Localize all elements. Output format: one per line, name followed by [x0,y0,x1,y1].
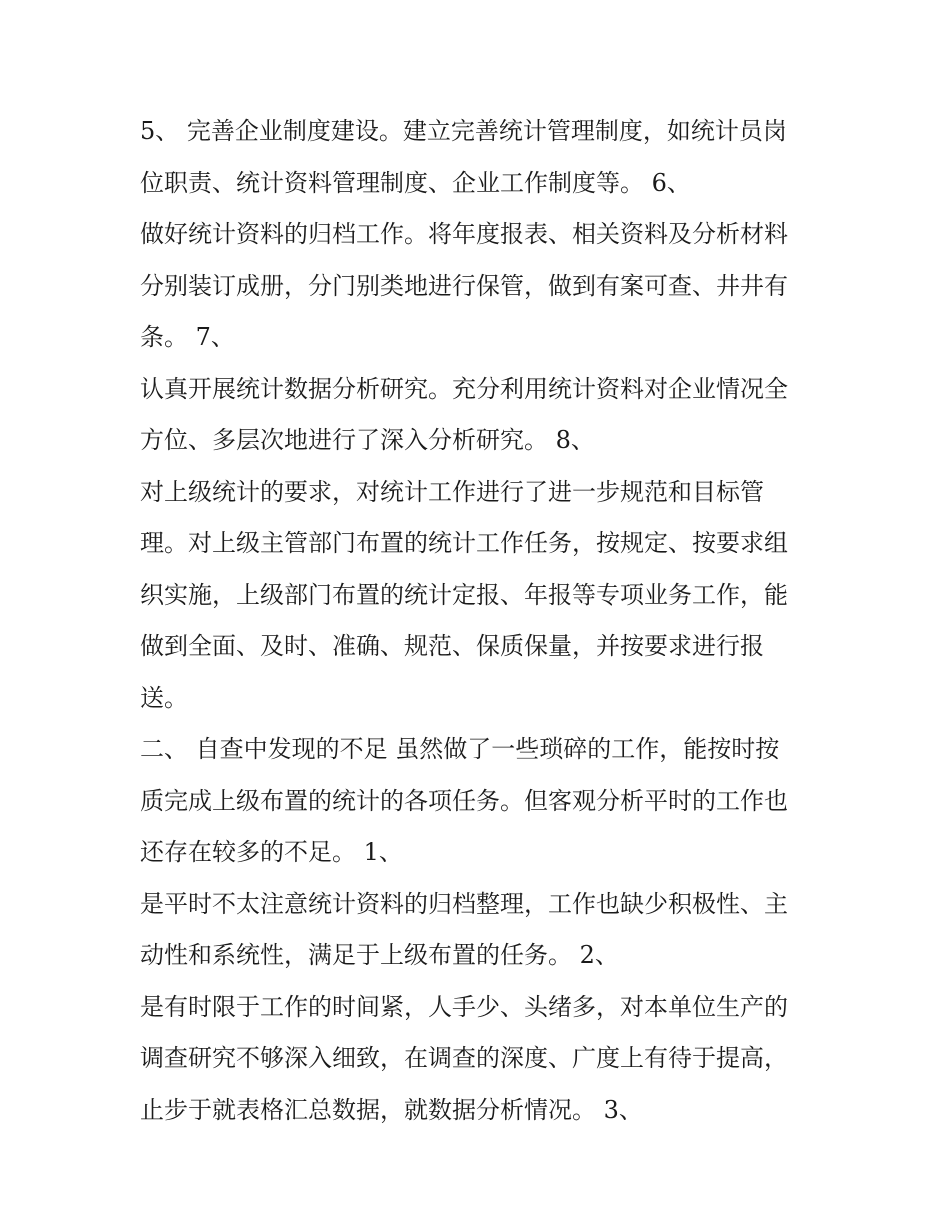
text-line: 是平时不太注意统计资料的归档整理，工作也缺少积极性、主 [140,889,788,918]
text-line: 还存在较多的不足。 1、 [140,838,403,866]
text-line: 认真开展统计数据分析研究。充分利用统计资料对企业情况全 [140,374,788,403]
text-line: 质完成上级布置的统计的各项任务。但客观分析平时的工作也 [140,786,788,815]
text-line: 二、 自查中发现的不足 虽然做了一些琐碎的工作，能按时按 [140,735,780,763]
text-line: 调查研究不够深入细致，在调查的深度、广度上有待于提高， [140,1044,788,1072]
text-line: 止步于就表格汇总数据，就数据分析情况。 3、 [140,1095,643,1124]
text-line: 做到全面、及时、准确、规范、保质保量，并按要求进行报 [140,632,764,660]
text-line: 做好统计资料的归档工作。将年度报表、相关资料及分析材料 [140,220,788,248]
text-line: 方位、多层次地进行了深入分析研究。 8、 [140,426,595,454]
text-line: 理。对上级主管部门布置的统计工作任务，按规定、按要求组 [140,529,788,557]
text-line: 是有时限于工作的时间紧，人手少、头绪多，对本单位生产的 [140,992,788,1021]
text-line: 条。 7、 [140,323,235,351]
text-line: 动性和系统性，满足于上级布置的任务。 2、 [140,941,619,969]
text-line: 分别装订成册，分门别类地进行保管，做到有案可查、井井有 [140,271,788,300]
text-line: 送。 [140,683,188,712]
document-body [140,106,830,1136]
text-line: 位职责、统计资料管理制度、企业工作制度等。 6、 [140,168,691,197]
text-line: 5、 完善企业制度建设。建立完善统计管理制度，如统计员岗 [140,117,787,145]
text-line: 对上级统计的要求，对统计工作进行了进一步规范和目标管 [140,477,764,506]
text-line: 织实施，上级部门布置的统计定报、年报等专项业务工作，能 [140,580,788,609]
